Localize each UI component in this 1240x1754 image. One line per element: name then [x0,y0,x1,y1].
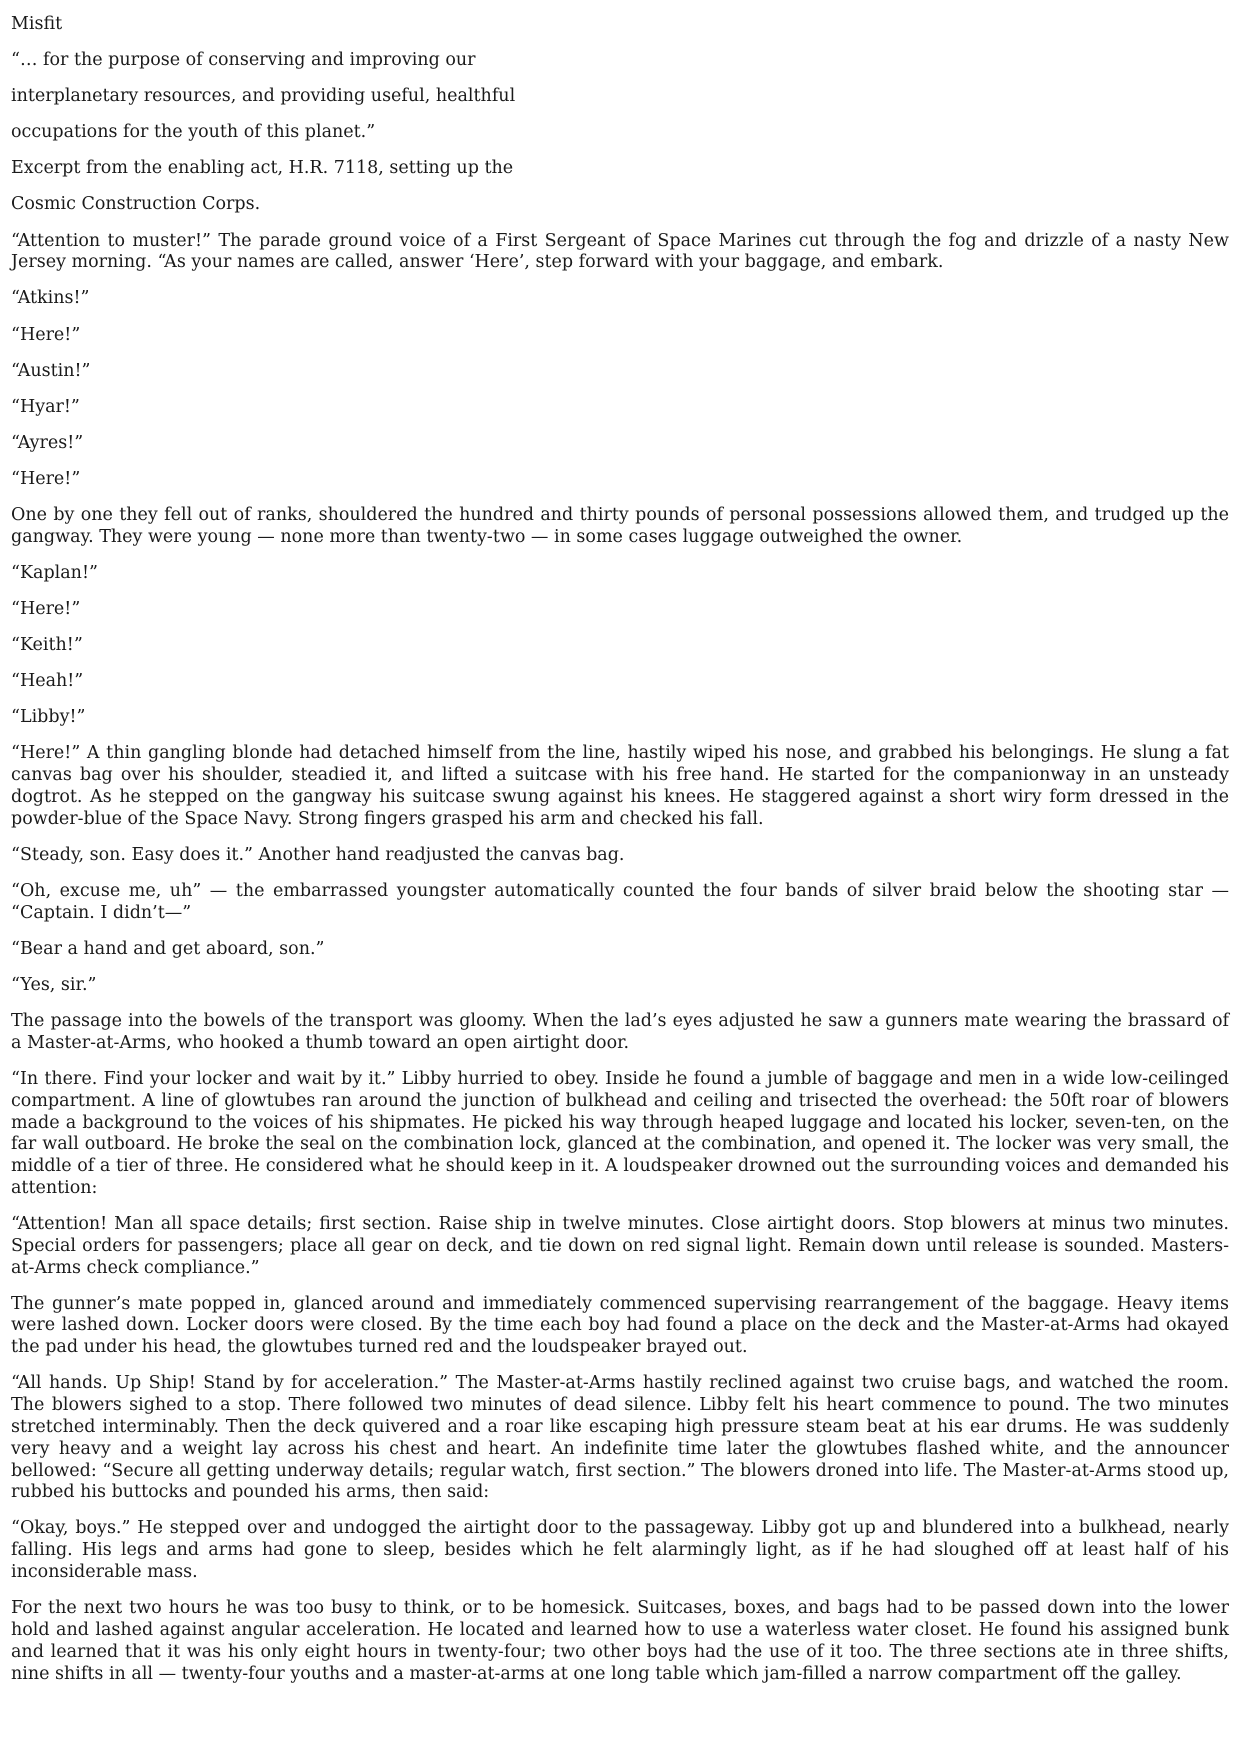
epigraph-line: occupations for the youth of this planet.” [11,122,376,143]
paragraph: “Okay, boys.” He stepped over and undogged the airtight door to the passageway. Libby got up and blundered into a bulkhead, nearly falling. His legs and arms had gone to sleep, besides which he felt alarmingly light, as if he had sloughed off at least half of his inconsiderable mass. [11,1518,1229,1583]
paragraph: “Oh, excuse me, uh” — the embarrassed youngster automatically counted the four bands of silver braid below the shooting star — “Captain. I didn’t—” [11,880,1229,923]
epigraph-line: interplanetary resources, and providing useful, healthful [11,86,516,107]
dialogue-line: “Ayres!” [11,432,84,453]
dialogue-line: “Heah!” [11,671,84,692]
paragraph: “Steady, son. Easy does it.” Another hand readjusted the canvas bag. [11,844,625,865]
paragraph: “All hands. Up Ship! Stand by for acceleration.” The Master-at-Arms hastily reclined against two cruise bags, and watched the room. The blowers sighed to a stop. There followed two minutes of dead silence. Libby felt his heart commence to pound. The two minutes stretched interminably. Then the deck quivered and a roar like escaping high pressure steam beat at his ear drums. He was suddenly very heavy and a weight lay across his chest and heart. An indefinite time later the glowtubes flashed white, and the announcer bellowed: “Secure all getting underway details; regular watch, first section.” The blowers droned into life. The Master-at-Arms stood up, rubbed his buttocks and pounded his arms, then said: [11,1373,1229,1503]
dialogue-line: “Atkins!” [11,288,90,309]
epigraph-source: Excerpt from the enabling act, H.R. 7118, setting up the [11,158,514,179]
epigraph-line: “… for the purpose of conserving and improving our [11,50,476,71]
dialogue-line: “Austin!” [11,360,91,381]
dialogue-line: “Here!” [11,599,81,619]
paragraph: “Here!” A thin gangling blonde had detached himself from the line, hastily wiped his nose, and grabbed his belongings. He slung a fat canvas bag over his shoulder, steadied it, and lifted a suitcase with his free hand. He started for the companionway in an unsteady dogtrot. As he stepped on the gangway his suitcase swung against his knees. He staggered against a short wiry form dressed in the powder-blue of the Space Navy. Strong fingers grasped his arm and checked his fall. [11,743,1229,829]
paragraph: The passage into the bowels of the transport was gloomy. When the lad’s eyes adjusted he saw a gunners mate wearing the brassard of a Master-at-Arms, who hooked a thumb toward an open airtight door. [11,1011,1229,1053]
dialogue-line: “Bear a hand and get aboard, son.” [11,938,325,959]
epigraph-source: Cosmic Construction Corps. [11,194,261,215]
document-title: Misfit [11,14,63,34]
paragraph: “Attention! Man all space details; first section. Raise ship in twelve minutes. Close airtight doors. Stop blowers at minus two minutes. Special orders for passengers; place all gear on deck, and tie down on red signal light. Remain down until release is sounded. Masters-at-Arms check compliance.” [11,1214,1229,1278]
paragraph: One by one they fell out of ranks, shouldered the hundred and thirty pounds of personal possessions allowed them, and trudged up the gangway. They were young — none more than twenty-two — in some cases luggage outweighed the owner. [11,505,1229,547]
paragraph: “In there. Find your locker and wait by it.” Libby hurried to obey. Inside he found a jumble of baggage and men in a wide low-ceilinged compartment. A line of glowtubes ran around the junction of bulkhead and ceiling and trisected the overhead: the 50ft roar of blowers made a background to the voices of his shipmates. He picked his way through heaped luggage and located his locker, seven-ten, on the far wall outboard. He broke the seal on the combination lock, glanced at the combination, and opened it. The locker was very small, the middle of a tier of three. He considered what he should keep in it. A loudspeaker drowned out the surrounding voices and demanded his attention: [11,1068,1229,1198]
dialogue-line: “Kaplan!” [11,562,98,583]
document-page [11,14,1229,1700]
paragraph: “Attention to muster!” The parade ground voice of a First Sergeant of Space Marines cut through the fog and drizzle of a nasty New Jersey morning. “As your names are called, answer ‘Here’, step forward with your baggage, and embark. [11,230,1229,273]
dialogue-line: “Keith!” [11,635,83,656]
dialogue-line: “Here!” [11,324,81,345]
dialogue-line: “Here!” [11,468,81,489]
dialogue-line: “Hyar!” [11,396,80,417]
dialogue-line: “Libby!” [11,707,86,728]
paragraph: The gunner’s mate popped in, glanced around and immediately commenced supervising rearrangement of the baggage. Heavy items were lashed down. Locker doors were closed. By the time each boy had found a place on the deck and the Master-at-Arms had okayed the pad under his head, the glowtubes turned red and the loudspeaker brayed out. [11,1293,1229,1358]
paragraph: For the next two hours he was too busy to think, or to be homesick. Suitcases, boxes, and bags had to be passed down into the lower hold and lashed against angular acceleration. He located and learned how to use a waterless water closet. He found his assigned bunk and learned that it was his only eight hours in twenty-four; two other boys had the use of it too. The three sections ate in three shifts, nine shifts in all — twenty-four youths and a master-at-arms at one long table which jam-filled a narrow compartment off the galley. [11,1598,1229,1684]
dialogue-line: “Yes, sir.” [11,974,97,995]
